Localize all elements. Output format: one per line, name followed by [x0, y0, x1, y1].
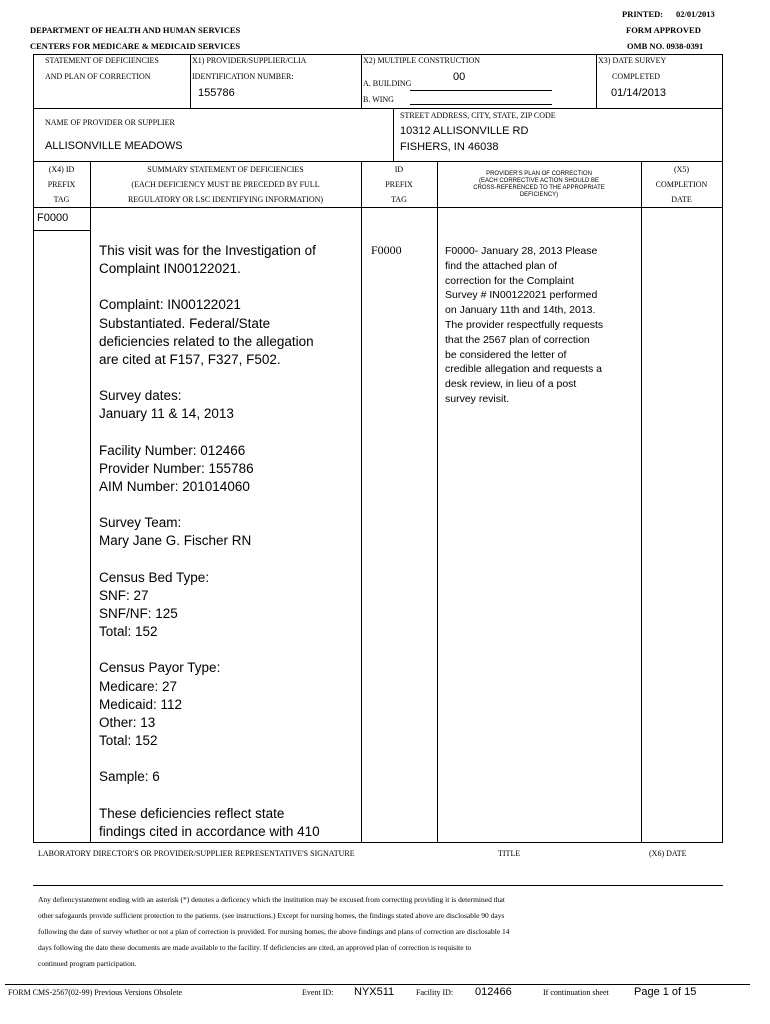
title-label: TITLE: [498, 849, 521, 858]
page-number: Page 1 of 15: [634, 986, 697, 998]
plan-line: correction for the Complaint: [445, 274, 574, 287]
x4-header-3: TAG: [53, 195, 70, 204]
summary-paragraph: [99, 242, 320, 278]
provider-id-value: 155786: [198, 87, 235, 99]
plan-line: The provider respectfully requests: [445, 318, 604, 331]
signature-label: LABORATORY DIRECTOR'S OR PROVIDER/SUPPLIER REPRESENTATIVE'S SIGNATURE: [38, 849, 355, 858]
address-label: STREET ADDRESS, CITY, STATE, ZIP CODE: [400, 111, 556, 120]
facility-id-label: Facility ID:: [416, 988, 454, 997]
summary-line: Other: 13: [99, 715, 156, 731]
summary-line: Facility Number: 012466: [99, 442, 246, 458]
summary-paragraph: [99, 442, 320, 497]
x5-header-1: (X5): [673, 165, 690, 174]
provider-name-value: ALLISONVILLE MEADOWS: [45, 140, 183, 152]
plan-line: credible allegation and requests a: [445, 363, 603, 376]
printed-label: PRINTED:: [622, 9, 664, 19]
summary-line: This visit was for the Investigation of: [99, 243, 316, 258]
summary-line: Complaint: IN00122021: [99, 297, 241, 313]
summary-line: SNF/NF: 125: [99, 606, 178, 622]
printed-date: 02/01/2013: [676, 9, 715, 19]
summary-line: Provider Number: 155786: [99, 460, 254, 476]
summary-line: AIM Number: 201014060: [99, 479, 250, 495]
summary-statement: [99, 242, 320, 859]
right-tag: F0000: [371, 243, 402, 257]
summary-line: Mary Jane G. Fischer RN: [99, 533, 252, 549]
plan-line: find the attached plan of: [445, 259, 558, 272]
summary-line: Survey dates:: [99, 388, 182, 404]
form-approved: FORM APPROVED: [626, 25, 701, 35]
plan-line: survey revisit.: [445, 392, 510, 405]
summary-line: Census Bed Type:: [99, 569, 210, 585]
plan-header-4: DEFICIENCY): [519, 192, 559, 198]
summary-line: Census Payor Type:: [99, 660, 221, 676]
summary-paragraph: [99, 387, 320, 423]
plan-line: F0000- January 28, 2013 Please: [445, 245, 598, 257]
summary-paragraph: [99, 296, 320, 369]
continuation-label: If continuation sheet: [543, 988, 609, 997]
summary-paragraph: [99, 768, 320, 786]
summary-line: Complaint IN00122021.: [99, 261, 241, 277]
building-value: 00: [453, 71, 466, 83]
summary-line: Survey Team:: [99, 515, 182, 531]
plan-line: that the 2567 plan of correction: [445, 333, 590, 346]
summary-paragraph: [99, 805, 320, 841]
plan-line: desk review, in lieu of a post: [445, 378, 577, 391]
agency-name: DEPARTMENT OF HEALTH AND HUMAN SERVICES: [30, 25, 241, 35]
summary-line: January 11 & 14, 2013: [99, 406, 234, 422]
x1-label: X1) PROVIDER/SUPPLIER/CLIA: [192, 56, 307, 65]
x4-header-1: (X4) ID: [48, 165, 75, 174]
omb-number: OMB NO. 0938-0391: [627, 41, 704, 51]
provider-name-label: NAME OF PROVIDER OR SUPPLIER: [45, 118, 175, 127]
x5-header-2: COMPLETION: [655, 180, 708, 189]
event-id-label: Event ID:: [302, 988, 334, 997]
summary-header-2: (EACH DEFICIENCY MUST BE PRECEDED BY FULL: [131, 180, 320, 189]
plan-line: Survey # IN00122021 performed: [445, 289, 598, 302]
plan-header-2: (EACH CORRECTIVE ACTION SHOULD BE: [478, 178, 600, 184]
summary-line: are cited at F157, F327, F502.: [99, 352, 281, 368]
summary-header-1: SUMMARY STATEMENT OF DEFICIENCIES: [147, 165, 304, 174]
x3-label: X3) DATE SURVEY: [598, 56, 667, 65]
id-header-3: TAG: [391, 195, 407, 204]
event-id-value: NYX511: [354, 986, 395, 998]
address-line-2: FISHERS, IN 46038: [400, 141, 499, 153]
disclaimer-line: continued program participation.: [38, 959, 137, 968]
plan-of-correction: [445, 244, 603, 407]
left-tag: F0000: [37, 212, 69, 224]
plan-line: on January 11th and 14th, 2013.: [445, 304, 596, 317]
x4-header-2: PREFIX: [47, 180, 76, 189]
x6-date-label: (X6) DATE: [649, 849, 687, 858]
summary-paragraph: [99, 659, 320, 750]
summary-line: SNF: 27: [99, 587, 149, 603]
summary-line: These deficiencies reflect state: [99, 805, 285, 821]
plan-line: be considered the letter of: [445, 348, 567, 361]
id-header-2: PREFIX: [385, 180, 413, 189]
disclaimer-text: [38, 892, 510, 972]
x5-header-3: DATE: [671, 195, 692, 204]
disclaimer-line: following the date of survey whether or not a plan of correction is provided. For nursing homes, the above findings and plans of correction are disclosable 14: [38, 927, 510, 936]
plan-header-1: PROVIDER'S PLAN OF CORRECTION: [486, 171, 592, 177]
summary-line: Medicaid: 112: [99, 696, 183, 712]
statement-label-1: STATEMENT OF DEFICIENCIES: [45, 56, 159, 65]
summary-line: Total: 152: [99, 624, 158, 640]
building-label: A. BUILDING: [363, 79, 412, 88]
survey-date-value: 01/14/2013: [611, 87, 667, 99]
form-number: FORM CMS-2567(02-99) Previous Versions Obsolete: [8, 988, 183, 997]
summary-line: Medicare: 27: [99, 678, 178, 694]
facility-id-value: 012466: [475, 986, 512, 998]
disclaimer-line: Any defiencystatement ending with an asterisk (*) denotes a deficency which the institution may be excused from correcting providing it is determined that: [38, 895, 505, 904]
summary-line: Sample: 6: [99, 769, 160, 785]
x3-label-2: COMPLETED: [612, 72, 660, 81]
address-line-1: 10312 ALLISONVILLE RD: [400, 125, 529, 137]
id-header-1: ID: [394, 165, 404, 174]
wing-label: B. WING: [363, 95, 394, 104]
disclaimer-line: other safegaurds provide sufficient protection to the patients. (see instructions.) Except for nursing homes, the findings stated above are disclosable 90 days: [38, 911, 505, 920]
summary-header-3: REGULATORY OR LSC IDENTIFYING INFORMATION): [127, 195, 324, 204]
center-name: CENTERS FOR MEDICARE & MEDICAID SERVICES: [30, 41, 241, 51]
plan-header-3: CROSS-REFERENCED TO THE APPROPRIATE: [473, 185, 605, 191]
summary-line: Substantiated. Federal/State: [99, 315, 271, 331]
disclaimer-line: days following the date these documents are made available to the facility. If deficiencies are cited, an approved plan of correction is requisite to: [38, 943, 472, 952]
statement-label-2: AND PLAN OF CORRECTION: [45, 72, 151, 81]
summary-line: deficiencies related to the allegation: [99, 333, 314, 349]
summary-line: findings cited in accordance with 410: [99, 823, 320, 839]
summary-paragraph: [99, 514, 320, 550]
x1-label-2: IDENTIFICATION NUMBER:: [192, 72, 294, 81]
summary-paragraph: [99, 569, 320, 642]
summary-line: Total: 152: [99, 733, 158, 749]
x2-label: X2) MULTIPLE CONSTRUCTION: [363, 56, 481, 65]
